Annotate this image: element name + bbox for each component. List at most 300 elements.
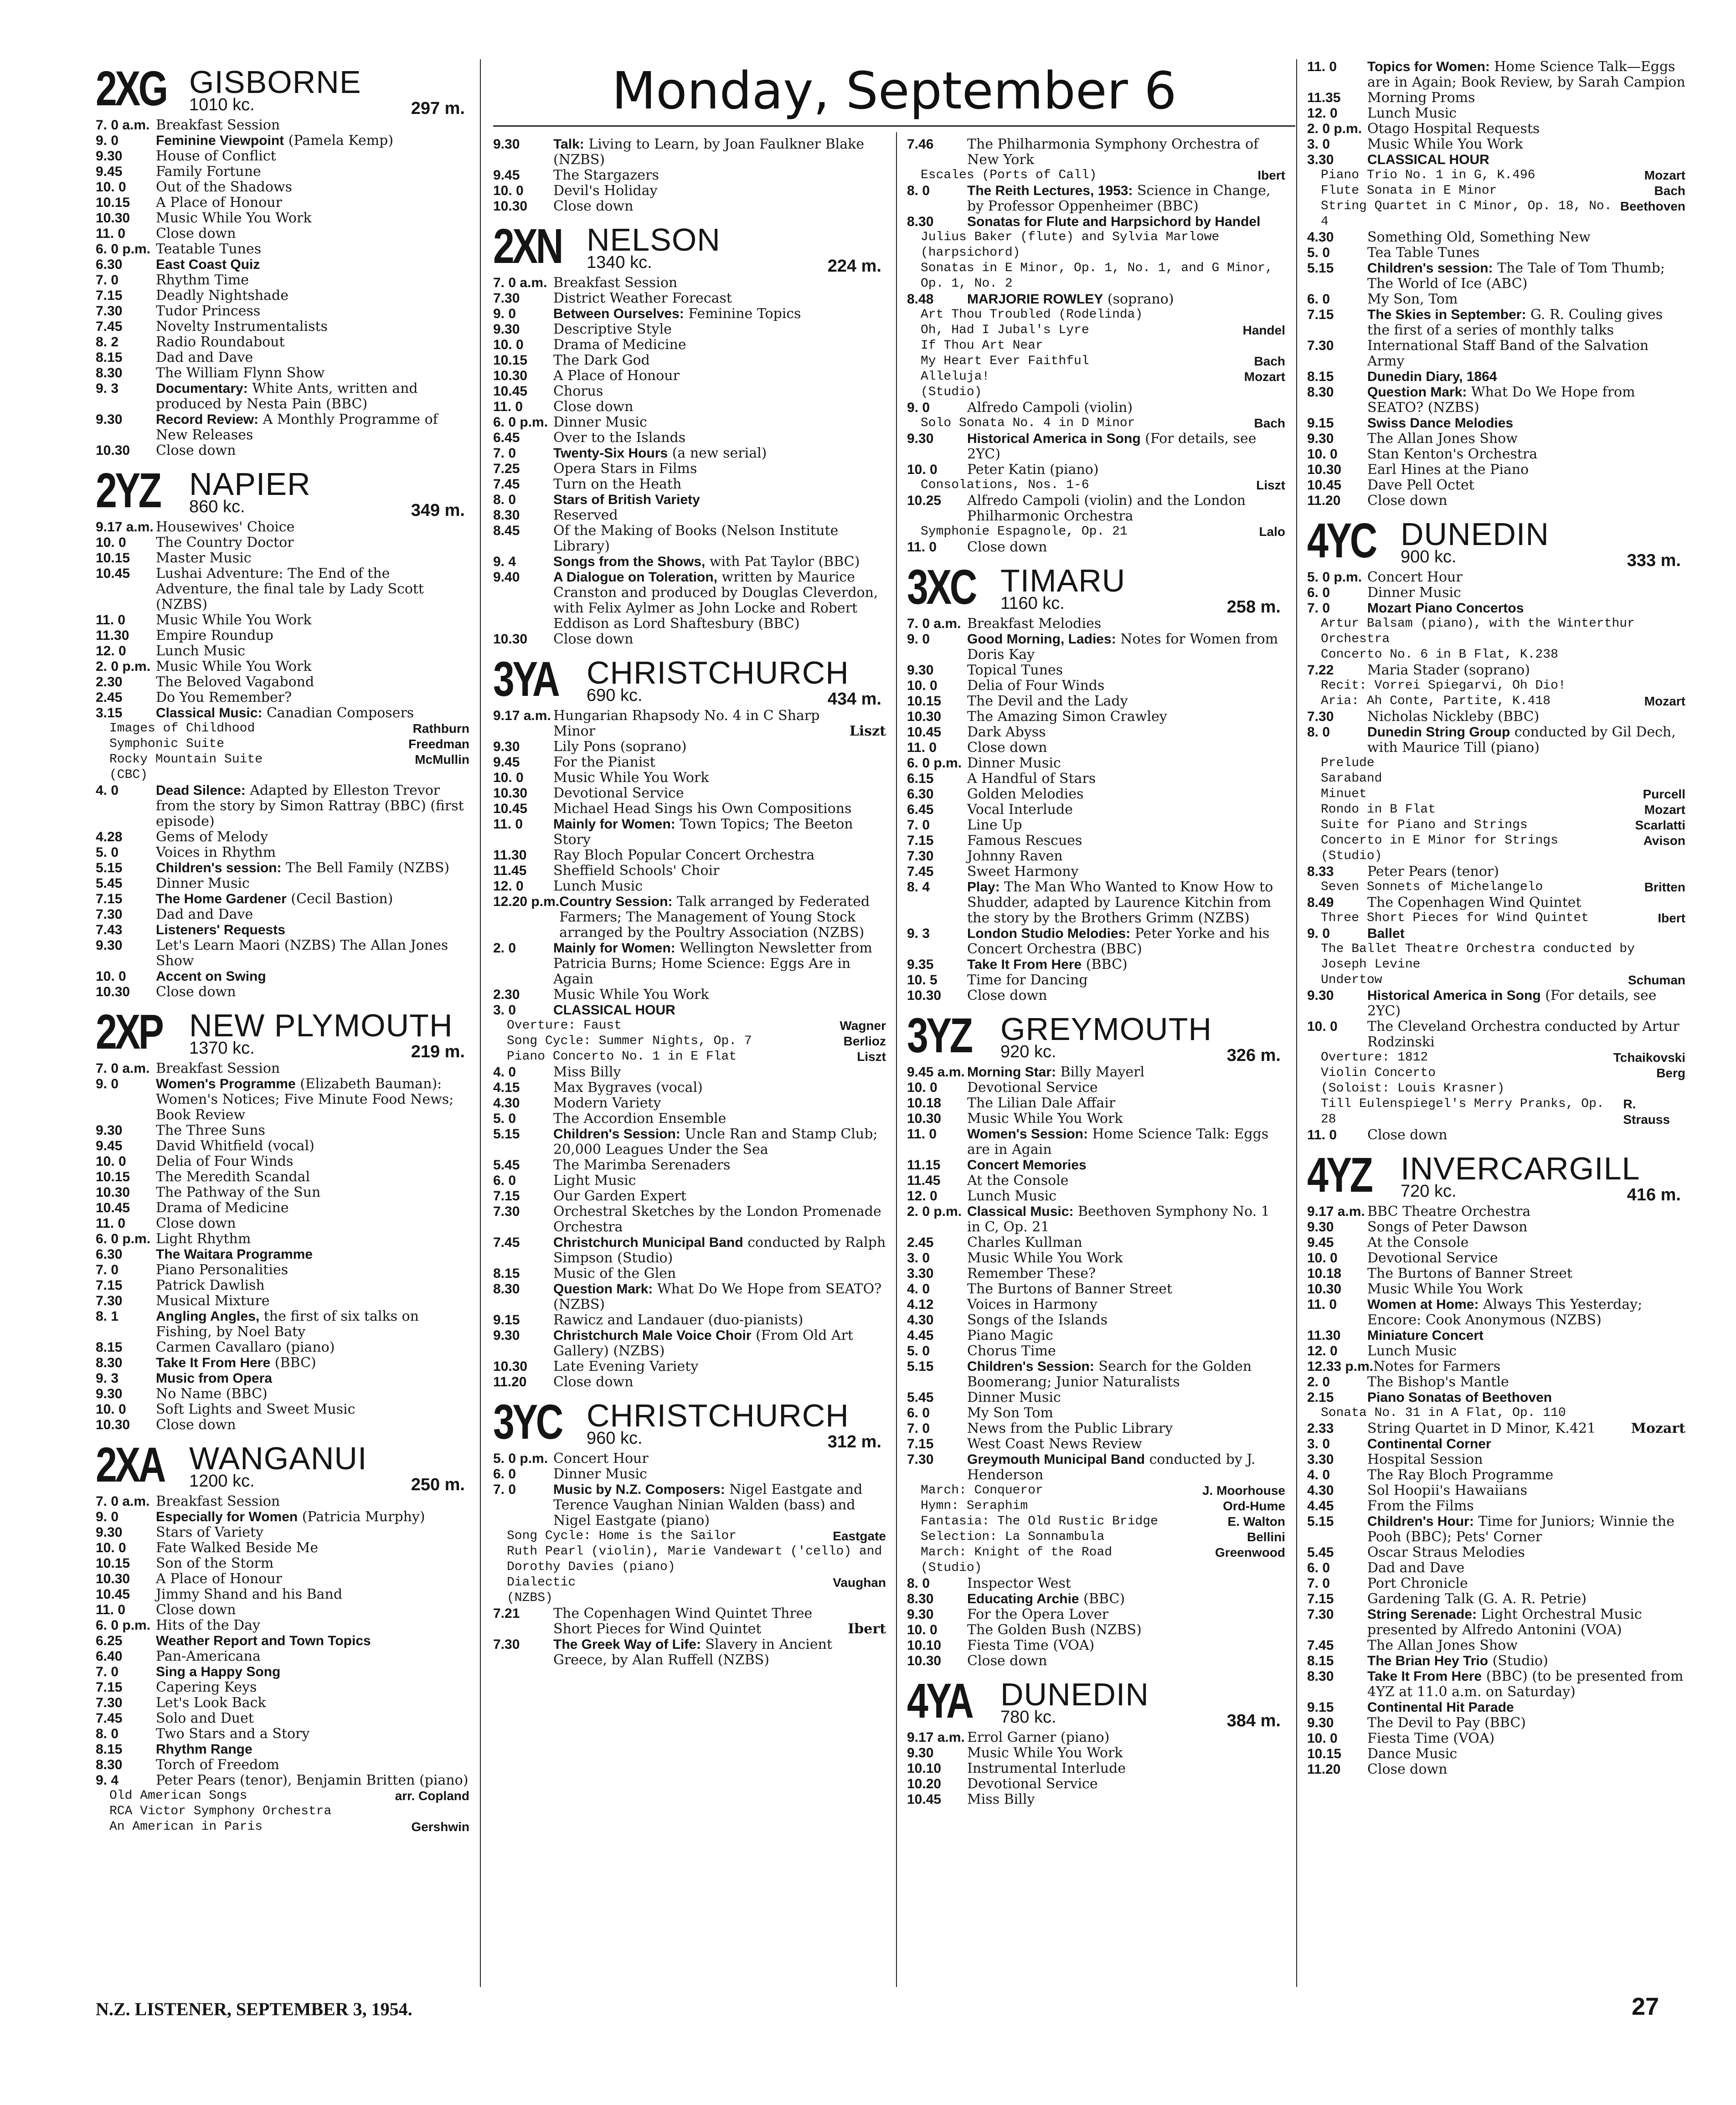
station-frequency: 720 kc. <box>1401 1182 1457 1201</box>
programme-text <box>156 860 469 876</box>
work-line <box>1307 678 1685 694</box>
programme-time: 10.18 <box>1307 1266 1342 1281</box>
programme-time: 11.20 <box>1307 493 1341 508</box>
programme-item <box>493 755 886 770</box>
programme-item <box>1307 106 1685 121</box>
programme-text: The Three Suns <box>156 1122 265 1138</box>
programme-item <box>1307 1436 1685 1452</box>
programme-item <box>493 770 886 786</box>
composer-credit: Scarlatti <box>1635 818 1685 832</box>
programme-item <box>1307 1731 1685 1746</box>
station-call-sign: 4YA <box>907 1673 972 1728</box>
programme-item <box>1307 1390 1685 1405</box>
programme-time: 2.45 <box>907 1235 934 1250</box>
programme-item <box>493 461 886 477</box>
work-line <box>907 1514 1285 1529</box>
programme-item <box>1307 447 1685 462</box>
work-line <box>493 1049 886 1065</box>
programme-time: 10.30 <box>96 1185 130 1200</box>
programme-text: Late Evening Variety <box>553 1359 699 1374</box>
programme-text: Reserved <box>553 507 618 523</box>
programme-text: Music of the Glen <box>553 1266 676 1282</box>
programme-item <box>96 1618 469 1633</box>
programme-text: International Staff Band of the Salvation Army <box>1367 338 1649 369</box>
programme-title: Mainly for Women: <box>553 941 675 956</box>
programme-text: Stars of Variety <box>156 1524 263 1540</box>
station-header <box>493 217 886 275</box>
programme-time: 6. 0 <box>1307 585 1330 600</box>
programme-item <box>907 1730 1285 1745</box>
programme-item <box>1307 292 1685 307</box>
programme-item <box>1307 1607 1685 1638</box>
station-wavelength: 349 m. <box>411 501 465 520</box>
programme-title: A Dialogue on Toleration, <box>553 570 717 585</box>
programme-item <box>96 1695 469 1711</box>
station-block <box>493 650 886 1390</box>
programme-time: 8.15 <box>96 350 123 365</box>
programme-time: 6. 0 p.m. <box>96 1231 151 1246</box>
programme-title: Christchurch Municipal Band <box>553 1235 743 1250</box>
programme-text: Sonatas for Flute and Harpsichord by Handel <box>967 214 1261 229</box>
work-title: RCA Victor Symphony Orchestra <box>109 1804 332 1818</box>
programme-item <box>96 520 469 535</box>
programme-time: 4. 0 <box>493 1065 516 1080</box>
station-city: NELSON <box>587 222 721 257</box>
programme-text: Close down <box>156 984 236 1000</box>
programme-detail: Talk arranged by Federated Farmers; The Management of Young Stock arranged by the Poultry Association (NZBS) <box>559 894 870 941</box>
work-line <box>907 1560 1285 1576</box>
programme-text: Dunedin Diary, 1864 <box>1367 369 1497 384</box>
programme-item <box>1307 431 1685 447</box>
programme-detail: Town Topics; The Beeton Story <box>553 816 853 848</box>
column-rule-2 <box>896 132 897 1987</box>
programme-text: Music While You Work <box>553 770 709 786</box>
programme-item <box>1307 462 1685 478</box>
programme-text: Drama of Medicine <box>156 1200 289 1216</box>
footer-publication: N.Z. LISTENER, SEPTEMBER 3, 1954. <box>96 1999 412 2019</box>
programme-time: 10.30 <box>96 1417 130 1432</box>
programme-time: 10.30 <box>493 632 528 647</box>
station-frequency: 900 kc. <box>1401 547 1457 566</box>
programme-time: 11.20 <box>1307 1762 1341 1777</box>
programme-text <box>967 1065 1285 1080</box>
programme-item <box>96 1231 469 1247</box>
programme-time: 6. 0 <box>1307 1560 1330 1575</box>
work-line <box>907 385 1285 400</box>
programme-text: Port Chronicle <box>1367 1575 1468 1591</box>
station-header <box>493 650 886 708</box>
programme-item <box>907 1436 1285 1452</box>
composer-credit: Handel <box>1242 323 1285 337</box>
programme-text: The Marimba Serenaders <box>553 1157 731 1173</box>
programme-time: 9.17 a.m. <box>493 708 551 723</box>
programme-time: 11. 0 <box>96 226 126 241</box>
programme-time: 3. 0 <box>907 1251 930 1266</box>
programme-detail: (BBC) <box>1079 1591 1125 1607</box>
programme-detail: G. R. Couling gives the first of a series of monthly talks <box>1367 307 1663 338</box>
programme-text: From the Films <box>1367 1498 1474 1514</box>
programme-text: Swiss Dance Melodies <box>1367 416 1514 431</box>
footer-page-number: 27 <box>1632 1993 1659 2020</box>
programme-time: 8.48 <box>907 292 934 307</box>
programme-time: 4.30 <box>907 1312 934 1328</box>
programme-time: 10.10 <box>907 1638 942 1653</box>
programme-item <box>493 368 886 384</box>
programme-item <box>493 1374 886 1390</box>
programme-time: 10.45 <box>493 384 528 399</box>
programme-item <box>493 1312 886 1328</box>
programme-detail: Adapted by Elleston Trevor from the story by Simon Rattray (BBC) (first episode) <box>156 782 464 829</box>
composer-credit: J. Moorhouse <box>1202 1483 1285 1498</box>
programme-time: 3. 0 <box>1307 1436 1330 1451</box>
programme-time: 11.30 <box>1307 1328 1341 1343</box>
programme-detail: Billy Mayerl <box>1056 1064 1145 1080</box>
programme-text <box>553 1482 886 1529</box>
programme-item <box>493 477 886 492</box>
programme-text <box>559 894 886 941</box>
programme-item <box>907 616 1285 632</box>
programme-item <box>1307 725 1685 756</box>
programme-time: 6. 0 <box>907 1405 930 1420</box>
programme-time: 7.30 <box>493 1204 520 1219</box>
programme-time: 9.45 <box>1307 1235 1334 1250</box>
programme-item <box>907 1158 1285 1173</box>
programme-text: Devotional Service <box>967 1080 1098 1096</box>
programme-text: Dave Pell Octet <box>1367 477 1474 493</box>
programme-text: A Place of Honour <box>156 1571 282 1587</box>
programme-time: 10.20 <box>907 1776 942 1791</box>
programme-text: My Son, Tom <box>1367 291 1458 307</box>
programme-time: 10. 0 <box>493 337 524 352</box>
programme-text <box>967 1591 1285 1607</box>
programme-text: Continental Hit Parade <box>1367 1700 1514 1715</box>
programme-time: 8. 2 <box>96 335 119 350</box>
programme-text: Out of the Shadows <box>156 179 292 195</box>
station-city: GISBORNE <box>189 64 361 100</box>
station-header <box>1307 511 1685 570</box>
programme-text: The Beloved Vagabond <box>156 674 314 690</box>
programme-time: 10.15 <box>493 353 528 368</box>
work-title: (NZBS) <box>507 1591 553 1605</box>
programme-item <box>907 1204 1285 1235</box>
programme-time: 7. 0 a.m. <box>96 118 150 133</box>
programme-time: 11.30 <box>96 628 129 643</box>
programme-text: Piano Magic <box>967 1328 1053 1343</box>
programme-text <box>553 817 886 848</box>
programme-detail: What Do We Hope from SEATO? (NZBS) <box>1367 384 1635 416</box>
programme-item <box>1307 478 1685 493</box>
programme-text: Voices in Rhythm <box>156 844 276 860</box>
work-title: Three Short Pieces for Wind Quintet <box>1321 911 1589 925</box>
programme-item <box>1307 1638 1685 1653</box>
programme-time: 5. 0 <box>96 845 119 860</box>
programme-item <box>907 1792 1285 1807</box>
programme-title: Play: <box>967 880 1000 895</box>
programme-time: 8.30 <box>493 1282 520 1297</box>
programme-text: Famous Rescues <box>967 833 1082 849</box>
programme-text: Son of the Storm <box>156 1555 274 1571</box>
programme-time: 2.30 <box>96 674 123 690</box>
station-header <box>96 1436 469 1494</box>
programme-item <box>1307 663 1685 678</box>
work-line <box>1307 756 1685 771</box>
programme-title: Talk: <box>553 137 584 152</box>
programme-time: 11. 0 <box>96 1216 126 1231</box>
programme-text: Dark Abyss <box>967 724 1046 740</box>
station-wavelength: 250 m. <box>411 1475 465 1494</box>
programme-text: Music While You Work <box>967 1250 1123 1266</box>
programme-item <box>1307 261 1685 292</box>
programme-text: Pan-Americana <box>156 1648 261 1664</box>
programme-item <box>96 1494 469 1509</box>
station-block <box>96 461 469 1000</box>
programme-text <box>1367 385 1685 416</box>
programme-time: 9.30 <box>96 1525 123 1540</box>
programme-text: The Ray Bloch Programme <box>1367 1467 1554 1483</box>
programme-item <box>96 1216 469 1231</box>
programme-item <box>907 880 1285 926</box>
programme-time: 10.15 <box>96 551 130 566</box>
programme-item <box>96 643 469 659</box>
programme-detail: (a new serial) <box>668 445 767 461</box>
programme-time: 5.15 <box>907 1359 934 1374</box>
work-title: Song Cycle: Summer Nights, Op. 7 <box>507 1034 752 1048</box>
station-header <box>1307 1146 1685 1204</box>
column-2 <box>493 137 886 1671</box>
programme-time: 11.15 <box>907 1158 941 1173</box>
programme-text: Dinner Music <box>156 875 250 891</box>
work-line <box>907 369 1285 385</box>
station-block <box>96 1436 469 1835</box>
programme-text: Sheffield Schools' Choir <box>553 863 720 879</box>
programme-text: Max Bygraves (vocal) <box>553 1080 703 1096</box>
programme-detail: Uncle Ran and Stamp Club; 20,000 Leagues Under the Sea <box>553 1126 878 1158</box>
programme-item <box>1307 1297 1685 1328</box>
station-frequency: 690 kc. <box>587 686 643 705</box>
work-title: Prelude <box>1321 756 1375 770</box>
programme-time: 7.15 <box>907 833 934 848</box>
programme-text: String Quartet in D Minor, K.421 <box>1367 1420 1596 1436</box>
programme-item <box>907 431 1285 462</box>
work-line <box>1307 942 1685 973</box>
programme-title: Morning Star: <box>967 1065 1056 1080</box>
programme-text: Capering Keys <box>156 1679 257 1695</box>
programme-time: 9.30 <box>907 431 934 446</box>
programme-text <box>156 1509 469 1525</box>
programme-item <box>96 659 469 674</box>
programme-time: 5. 0 p.m. <box>1307 570 1362 585</box>
programme-text: Family Fortune <box>156 164 261 180</box>
programme-text <box>553 1235 886 1266</box>
work-title: Images of Childhood <box>109 721 255 736</box>
programme-item <box>907 756 1285 771</box>
programme-text: Johnny Raven <box>967 848 1063 864</box>
work-line <box>96 752 469 767</box>
programme-item <box>1307 1282 1685 1297</box>
programme-time: 7. 0 <box>493 1482 516 1497</box>
programme-text: Hospital Session <box>1367 1451 1483 1467</box>
work-line <box>907 168 1285 183</box>
programme-title: Women's Programme <box>156 1076 296 1091</box>
work-title: Hymn: Seraphim <box>921 1499 1028 1513</box>
programme-item <box>96 365 469 381</box>
station-city: TIMARU <box>1000 563 1126 598</box>
work-line <box>493 1529 886 1544</box>
station-block <box>493 217 886 647</box>
programme-item <box>96 1123 469 1138</box>
programme-time: 8.30 <box>1307 385 1334 400</box>
composer-credit: Bellini <box>1247 1530 1285 1544</box>
composer-credit: Eastgate <box>833 1529 886 1543</box>
work-line <box>1307 849 1685 864</box>
work-line <box>907 261 1285 292</box>
programme-time: 3.30 <box>1307 1452 1334 1467</box>
programme-time: 6.30 <box>96 257 123 272</box>
programme-time: 10.45 <box>96 566 130 581</box>
programme-time: 9. 0 <box>96 1509 119 1524</box>
programme-item <box>493 275 886 291</box>
programme-text: Chorus <box>553 383 603 399</box>
programme-time: 9.45 <box>493 755 520 770</box>
programme-item <box>96 1571 469 1587</box>
station-call-sign: 4YC <box>1307 513 1375 568</box>
programme-item <box>1307 152 1685 168</box>
programme-time: 9. 0 <box>907 632 930 647</box>
programme-time: 10.10 <box>907 1761 942 1776</box>
programme-title: Feminine Viewpoint <box>156 133 284 148</box>
programme-text: The Waitara Programme <box>156 1247 313 1262</box>
programme-text: Close down <box>1367 1127 1448 1143</box>
programme-time: 7. 0 a.m. <box>96 1061 150 1076</box>
programme-item <box>96 118 469 133</box>
programme-text: Sweet Harmony <box>967 864 1079 880</box>
programme-time: 7. 0 <box>1307 601 1330 616</box>
programme-time: 2. 0 p.m. <box>1307 121 1362 136</box>
programme-item <box>1307 895 1685 911</box>
programme-text: Close down <box>553 631 634 647</box>
programme-item <box>493 879 886 894</box>
programme-time: 9.45 a.m. <box>907 1065 965 1080</box>
programme-item <box>96 350 469 365</box>
programme-time: 2. 0 p.m. <box>96 659 151 674</box>
programme-item <box>493 570 886 632</box>
programme-item <box>96 1169 469 1185</box>
work-title: Concerto No. 6 in B Flat, K.238 <box>1321 648 1558 662</box>
programme-time: 9.30 <box>96 1386 123 1401</box>
programme-time: 4.45 <box>907 1328 934 1343</box>
programme-text: Music While You Work <box>967 1111 1123 1127</box>
station-header <box>907 558 1285 616</box>
station-header <box>96 461 469 520</box>
programme-time: 10.15 <box>96 1556 130 1571</box>
programme-text: Music While You Work <box>553 987 709 1003</box>
work-title: Art Thou Troubled (Rodelinda) <box>921 308 1143 322</box>
programme-item <box>96 164 469 180</box>
programme-item <box>1307 1019 1685 1050</box>
station-city: DUNEDIN <box>1000 1677 1149 1712</box>
programme-text: Lunch Music <box>1367 1343 1457 1359</box>
programme-item <box>96 628 469 643</box>
programme-item <box>907 137 1285 168</box>
programme-item <box>1307 864 1685 880</box>
programme-time: 10.30 <box>493 368 528 383</box>
programme-text <box>156 412 469 443</box>
station-header <box>96 59 469 118</box>
work-line <box>1307 647 1685 663</box>
programme-time: 10. 0 <box>907 678 938 693</box>
work-title: Ruth Pearl (violin), Marie Vandewart ('cello) and Dorothy Davies (piano) <box>507 1544 882 1574</box>
programme-time: 2. 0 <box>1307 1374 1330 1390</box>
programme-item <box>493 446 886 461</box>
work-line <box>1307 1405 1685 1421</box>
composer-credit: Vaughan <box>833 1575 886 1590</box>
programme-time: 9.30 <box>1307 1715 1334 1730</box>
programme-item <box>907 1576 1285 1591</box>
programme-item <box>493 1111 886 1127</box>
programme-text: Devotional Service <box>967 1776 1098 1792</box>
programme-item <box>96 1633 469 1649</box>
programme-detail: (BBC) (to be presented from 4YZ at 11.0 a.m. on Saturday) <box>1367 1668 1684 1700</box>
programme-time: 9.17 a.m. <box>1307 1204 1365 1219</box>
programme-time: 5.15 <box>493 1127 520 1142</box>
programme-item <box>96 412 469 443</box>
programme-item <box>907 292 1285 307</box>
programme-time: 9. 3 <box>96 1371 119 1386</box>
programme-text: Close down <box>156 1602 236 1618</box>
programme-text: Alfredo Campoli (violin) <box>967 400 1133 416</box>
programme-title: Historical America in Song <box>967 431 1141 446</box>
programme-text: Miss Billy <box>553 1064 621 1080</box>
station-call-sign: 2XG <box>96 61 166 116</box>
programme-item <box>96 1664 469 1680</box>
programme-item <box>493 1451 886 1467</box>
programme-time: 11.20 <box>493 1374 527 1390</box>
work-title: Seven Sonnets of Michelangelo <box>1321 880 1543 894</box>
programme-text: Dinner Music <box>967 755 1061 771</box>
programme-item <box>907 1080 1285 1096</box>
programme-text: The Pathway of the Sun <box>156 1184 321 1200</box>
station-header <box>493 1393 886 1451</box>
programme-text: Sol Hoopii's Hawaiians <box>1367 1482 1528 1498</box>
programme-item <box>1307 338 1685 369</box>
programme-text <box>553 306 886 322</box>
programme-text: The Devil to Pay (BBC) <box>1367 1715 1526 1731</box>
programme-time: 7.21 <box>493 1606 520 1621</box>
programme-text: Novelty Instrumentalists <box>156 319 328 335</box>
programme-text: Ray Bloch Popular Concert Orchestra <box>553 847 815 863</box>
programme-detail: Notes for Women from Doris Kay <box>967 631 1278 663</box>
composer-credit: Ibert <box>848 1621 886 1637</box>
programme-time: 4.30 <box>1307 1483 1334 1498</box>
programme-text: Radio Roundabout <box>156 334 285 350</box>
programme-text <box>967 1452 1285 1483</box>
programme-item <box>96 1247 469 1262</box>
programme-text: Rhythm Range <box>156 1742 252 1757</box>
work-line <box>96 1804 469 1819</box>
programme-title: The Reith Lectures, 1953: <box>967 183 1133 198</box>
programme-text: Empire Roundup <box>156 628 273 643</box>
programme-item <box>96 1417 469 1433</box>
work-title: Overture: Faust <box>507 1019 622 1033</box>
programme-text <box>1367 1607 1685 1638</box>
programme-time: 7. 0 a.m. <box>907 616 961 631</box>
work-line <box>907 338 1285 354</box>
programme-item <box>96 1278 469 1293</box>
composer-credit: Britten <box>1644 880 1685 894</box>
programme-time: 8.49 <box>1307 895 1334 910</box>
programme-text: Devotional Service <box>1367 1250 1498 1266</box>
station-block <box>96 1003 469 1433</box>
